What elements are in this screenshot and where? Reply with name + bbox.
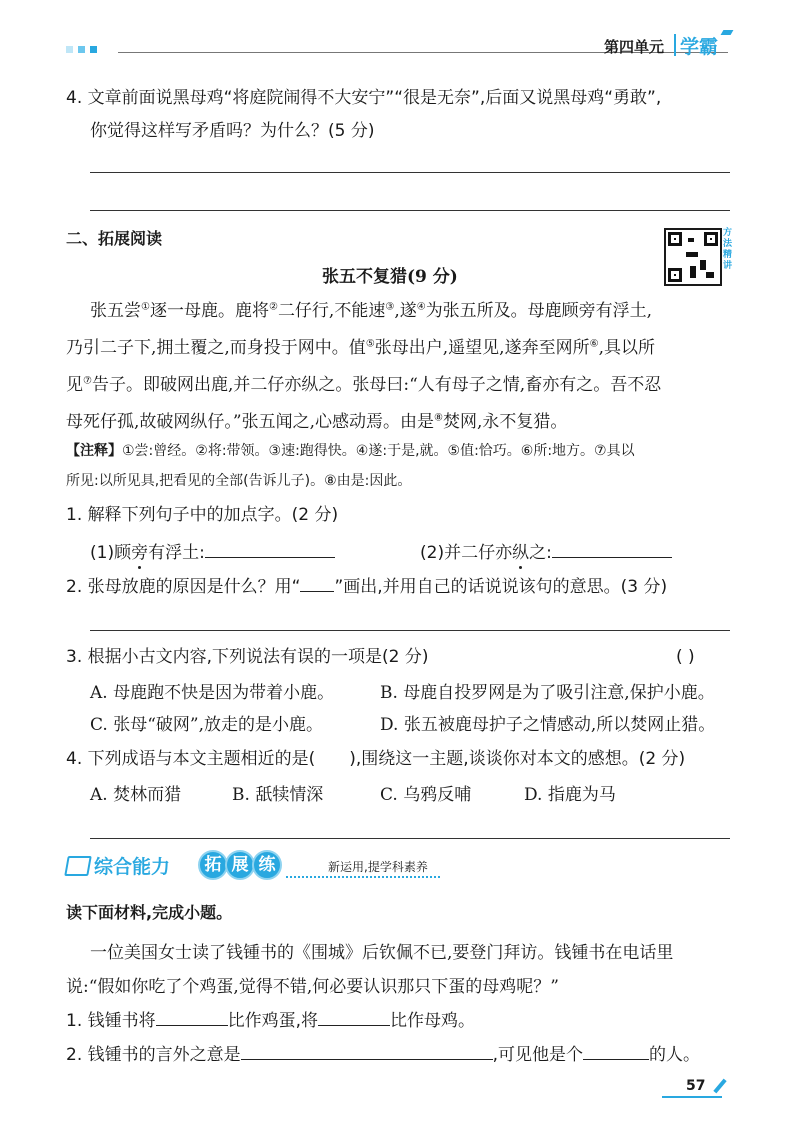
answer-line[interactable] xyxy=(90,210,730,211)
cap-icon xyxy=(721,30,734,35)
question-1b: (2)并二仔亦纵之: xyxy=(420,540,672,566)
option-A[interactable]: A. 母鹿跑不快是因为带着小鹿。 xyxy=(90,683,335,703)
answer-blank[interactable] xyxy=(156,1009,228,1026)
section-title: 二、拓展阅读 xyxy=(66,229,163,248)
banner-title: 综合能力 xyxy=(94,856,171,878)
notes-line2: 所见:以所见具,把看见的全部(告诉儿子)。⑧由是:因此。 xyxy=(66,473,412,489)
answer-paren[interactable]: ( ) xyxy=(676,647,695,667)
comp-para-line1: 一位美国女士读了钱锺书的《围城》后钦佩不已,要登门拜访。钱锺书在电话里 xyxy=(90,943,674,963)
comp-question-2: 2. 钱锺书的言外之意是 ,可见他是个 的人。 xyxy=(66,1045,701,1065)
option-D[interactable]: D. 指鹿为马 xyxy=(524,785,616,805)
prev-q4-line1: 4. 文章前面说黑母鸡“将庭院闹得不大安宁”“很是无奈”,后面又说黑母鸡“勇敢”, xyxy=(66,88,662,108)
passage-line4: 母死仔孤,故破网纵仔。”张五闻之,心感动焉。由是⑧焚网,永不复猎。 xyxy=(66,412,568,432)
prev-q4-line2: 你觉得这样写矛盾吗？为什么？(5 分) xyxy=(90,121,375,141)
option-B[interactable]: B. 舐犊情深 xyxy=(232,785,324,805)
answer-line[interactable] xyxy=(90,630,730,631)
header-square xyxy=(90,46,97,53)
banner-dotted-line xyxy=(286,876,440,878)
header-square xyxy=(78,46,85,53)
answer-blank[interactable] xyxy=(205,541,335,558)
comp-question-1: 1. 钱锺书将 比作鸡蛋,将 比作母鸡。 xyxy=(66,1011,476,1031)
passage-line2: 乃引二子下,拥土覆之,而身投于网中。值⑤张母出户,遥望见,遂奔至网所⑥,具以所 xyxy=(66,338,655,358)
comp-para-line2: 说:“假如你吃了个鸡蛋,觉得不错,何必要认识那只下蛋的母鸡呢？” xyxy=(66,977,559,997)
option-B[interactable]: B. 母鹿自投罗网是为了吸引注意,保护小鹿。 xyxy=(380,683,715,703)
banner-pills: 拓 展 练 xyxy=(198,850,279,880)
unit-label: 第四单元 xyxy=(604,38,665,56)
question-4: 4. 下列成语与本文主题相近的是( ),围绕这一主题,谈谈你对本文的感想。(2 分) xyxy=(66,749,686,769)
question-1a: (1)顾旁有浮土: xyxy=(90,540,335,566)
banner-subtitle: 新运用,提学科素养 xyxy=(328,860,428,874)
option-A[interactable]: A. 焚林而猎 xyxy=(90,785,182,805)
brand-logo: 学霸 xyxy=(680,36,719,58)
option-D[interactable]: D. 张五被鹿母护子之情感动,所以焚网止猎。 xyxy=(380,715,716,735)
option-C[interactable]: C. 张母“破网”,放走的是小鹿。 xyxy=(90,715,323,735)
answer-blank[interactable] xyxy=(318,1009,390,1026)
passage-line1: 张五尝①逐一母鹿。鹿将②二仔行,不能速③,遂④为张五所及。母鹿顾旁有浮土, xyxy=(90,301,653,321)
book-icon xyxy=(64,856,92,876)
page-number: 57 xyxy=(686,1078,706,1094)
question-3: 3. 根据小古文内容,下列说法有误的一项是(2 分) xyxy=(66,647,429,667)
comp-instruction: 读下面材料,完成小题。 xyxy=(66,903,233,922)
answer-line[interactable] xyxy=(90,838,730,839)
answer-blank[interactable] xyxy=(552,541,672,558)
question-2: 2. 张母放鹿的原因是什么？用“ ”画出,并用自己的话说说该句的意思。(3 分) xyxy=(66,577,668,597)
qr-label: 方法精讲 xyxy=(723,228,733,271)
footer-rule xyxy=(662,1096,722,1098)
underline-sample xyxy=(300,577,334,592)
pencil-icon xyxy=(713,1079,726,1094)
header-divider xyxy=(674,34,676,56)
passage-line3: 见⑦告子。即破网出鹿,并二仔亦纵之。张母曰:“人有母子之情,畜亦有之。吾不忍 xyxy=(66,375,662,395)
answer-blank[interactable] xyxy=(241,1043,493,1060)
passage-title: 张五不复猎(9 分) xyxy=(322,267,458,287)
option-C[interactable]: C. 乌鸦反哺 xyxy=(380,785,472,805)
header-square xyxy=(66,46,73,53)
qr-code-icon[interactable] xyxy=(664,228,722,286)
answer-blank[interactable] xyxy=(583,1043,649,1060)
question-1: 1. 解释下列句子中的加点字。(2 分) xyxy=(66,505,339,525)
answer-line[interactable] xyxy=(90,172,730,173)
notes-line1: 【注释】①尝:曾经。②将:带领。③速:跑得快。④遂:于是,就。⑤值:恰巧。⑥所:地方。⑦具以 xyxy=(66,443,635,459)
